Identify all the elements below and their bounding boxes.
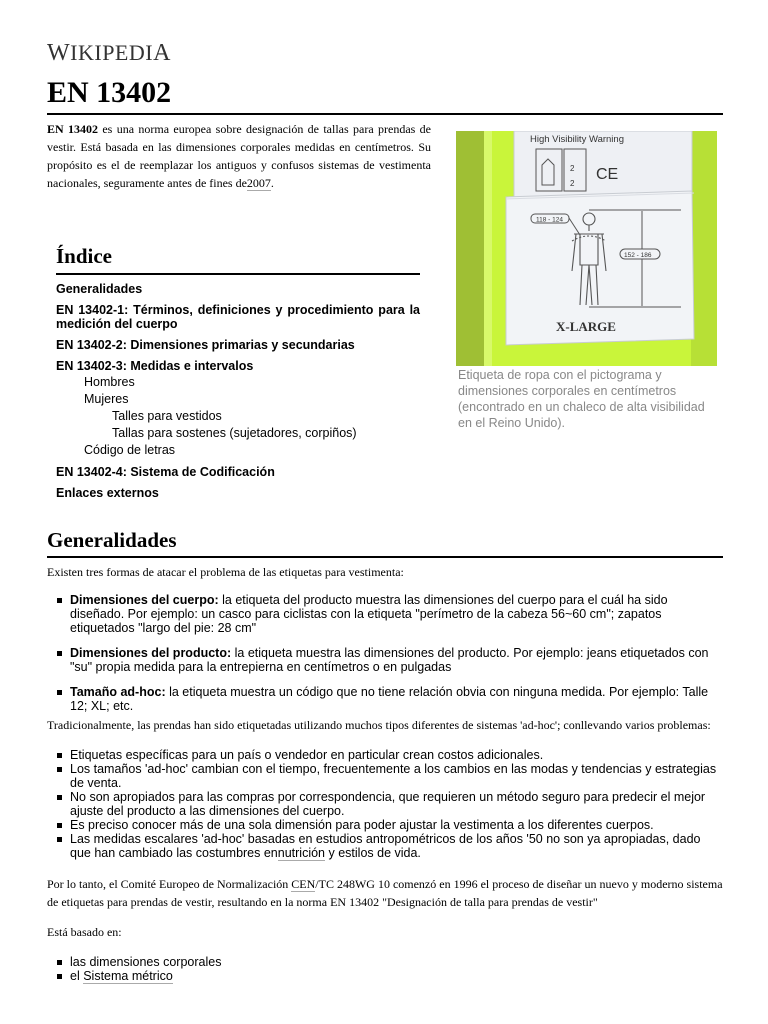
list-item: No son apropiados para las compras por correspondencia, que requieren un método seguro para predecir el mejor ajuste del producto a las dimensiones del cuerpo. (47, 790, 723, 818)
problems-list (47, 748, 723, 860)
svg-text:118 - 124: 118 - 124 (536, 216, 563, 224)
toc-item[interactable]: EN 13402-1: Términos, definiciones y procedimiento para la medición del cuerpo (56, 303, 420, 331)
toc-item[interactable]: Talles para vestidos (112, 409, 222, 423)
toc-item[interactable]: Mujeres (84, 392, 129, 406)
page-title: EN 13402 (47, 76, 723, 115)
link-cen[interactable]: CEN (291, 877, 316, 891)
intro-paragraph: EN 13402 es una norma europea sobre designación de tallas para prendas de vestir. Está basada en las dimensiones corporales medidas en centímetros. Su propósito es el de reemplazar los antiguos y confusos sistemas de vestimenta nacionales, seguramente antes de fines de2007. (47, 122, 431, 190)
list-item: el Sistema métrico (47, 969, 723, 983)
list-item: Los tamaños 'ad-hoc' cambian con el tiempo, frecuentemente a los cambios en las modas y tendencias y estrategias de venta. (47, 762, 723, 790)
svg-text:2: 2 (570, 164, 575, 173)
label-header: High Visibility Warning (530, 134, 624, 145)
link-sistema-metrico[interactable]: Sistema métrico (83, 969, 173, 983)
toc-item[interactable]: EN 13402-4: Sistema de Codificación (56, 465, 275, 479)
list-item: las dimensiones corporales (47, 955, 723, 969)
svg-text:2: 2 (570, 179, 575, 188)
section-title-generalidades: Generalidades (47, 528, 723, 558)
ce-mark: CE (596, 166, 619, 183)
list-item: Dimensiones del cuerpo: la etiqueta del producto muestra las dimensiones del cuerpo para el cuál ha sido diseñado. Por ejemplo: un casco para ciclistas con la etiqueta "perímetro de la cabeza 56~60 cm"; zapatos etiquetados "largo del pie: 28 cm" (47, 593, 723, 635)
toc-item[interactable]: Generalidades (56, 282, 143, 296)
toc-item[interactable]: EN 13402-3: Medidas e intervalos (56, 359, 254, 373)
figure-caption: Etiqueta de ropa con el pictograma y dimensiones corporales en centímetros (encontrado en un chaleco de alta visibilidad en el Reino Unido). (458, 368, 705, 430)
generalidades-para3: Por lo tanto, el Comité Europeo de Normalización CEN/TC 248WG 10 comenzó en 1996 el proceso de diseñar un nuevo y moderno sistema de etiquetas para prendas de vestir, resultando en la norma EN 13402 "Designación de talla para prendas de vestir" (47, 877, 723, 909)
size-text: X-LARGE (556, 319, 616, 334)
link-nutricion[interactable]: nutrición (277, 846, 326, 860)
wikipedia-wordmark: WIKIPEDIA (47, 40, 171, 66)
generalidades-intro: Existen tres formas de atacar el problema de las etiquetas para vestimenta: (47, 565, 404, 579)
toc-item[interactable]: Enlaces externos (56, 486, 159, 500)
toc-item[interactable]: Hombres (84, 375, 135, 389)
list-item: Las medidas escalares 'ad-hoc' basadas en estudios antropométricos de los años '50 no son ya apropiadas, dado que han cambiado las costumbres ennutrición y estilos de vida. (47, 832, 723, 860)
svg-text:152 - 186: 152 - 186 (624, 252, 652, 259)
basis-list (47, 955, 723, 983)
list-item: Dimensiones del producto: la etiqueta muestra las dimensiones del producto. Por ejemplo: jeans etiquetados con "su" propia medida para la entrepierna en centímetros o en pulgadas (47, 646, 723, 674)
intro-term: EN 13402 (47, 122, 99, 136)
list-item: Etiquetas específicas para un país o vendedor en particular crean costos adicionales. (47, 748, 723, 762)
toc-list (56, 282, 420, 500)
toc-item[interactable]: EN 13402-2: Dimensiones primarias y secundarias (56, 338, 355, 352)
toc-item[interactable]: Tallas para sostenes (sujetadores, corpiños) (112, 426, 357, 440)
generalidades-para4: Está basado en: (47, 925, 122, 939)
figure (456, 131, 720, 431)
list-item: Tamaño ad-hoc: la etiqueta muestra un código que no tiene relación obvia con ninguna medida. Por ejemplo: Talle 12; XL; etc. (47, 685, 723, 713)
link-2007[interactable]: 2007 (246, 176, 271, 190)
toc-item[interactable]: Código de letras (84, 443, 176, 457)
list-item: Es preciso conocer más de una sola dimensión para poder ajustar la vestimenta a los diferentes cuerpos. (47, 818, 723, 832)
generalidades-para2: Tradicionalmente, las prendas han sido etiquetadas utilizando muchos tipos diferentes de sistemas 'ad-hoc'; conllevando varios problemas: (47, 718, 711, 732)
intro-text: es una norma europea sobre designación de tallas para prendas de vestir. Está basada en las dimensiones corporales medidas en centímetros. Su propósito es el de reemplazar los antiguos y confusos sistemas de vestimenta nacionales, seguramente antes de fines de (47, 122, 431, 190)
table-of-contents (56, 244, 420, 500)
forms-list (47, 593, 723, 713)
label-photo (456, 131, 717, 366)
toc-title: Índice (56, 244, 420, 275)
